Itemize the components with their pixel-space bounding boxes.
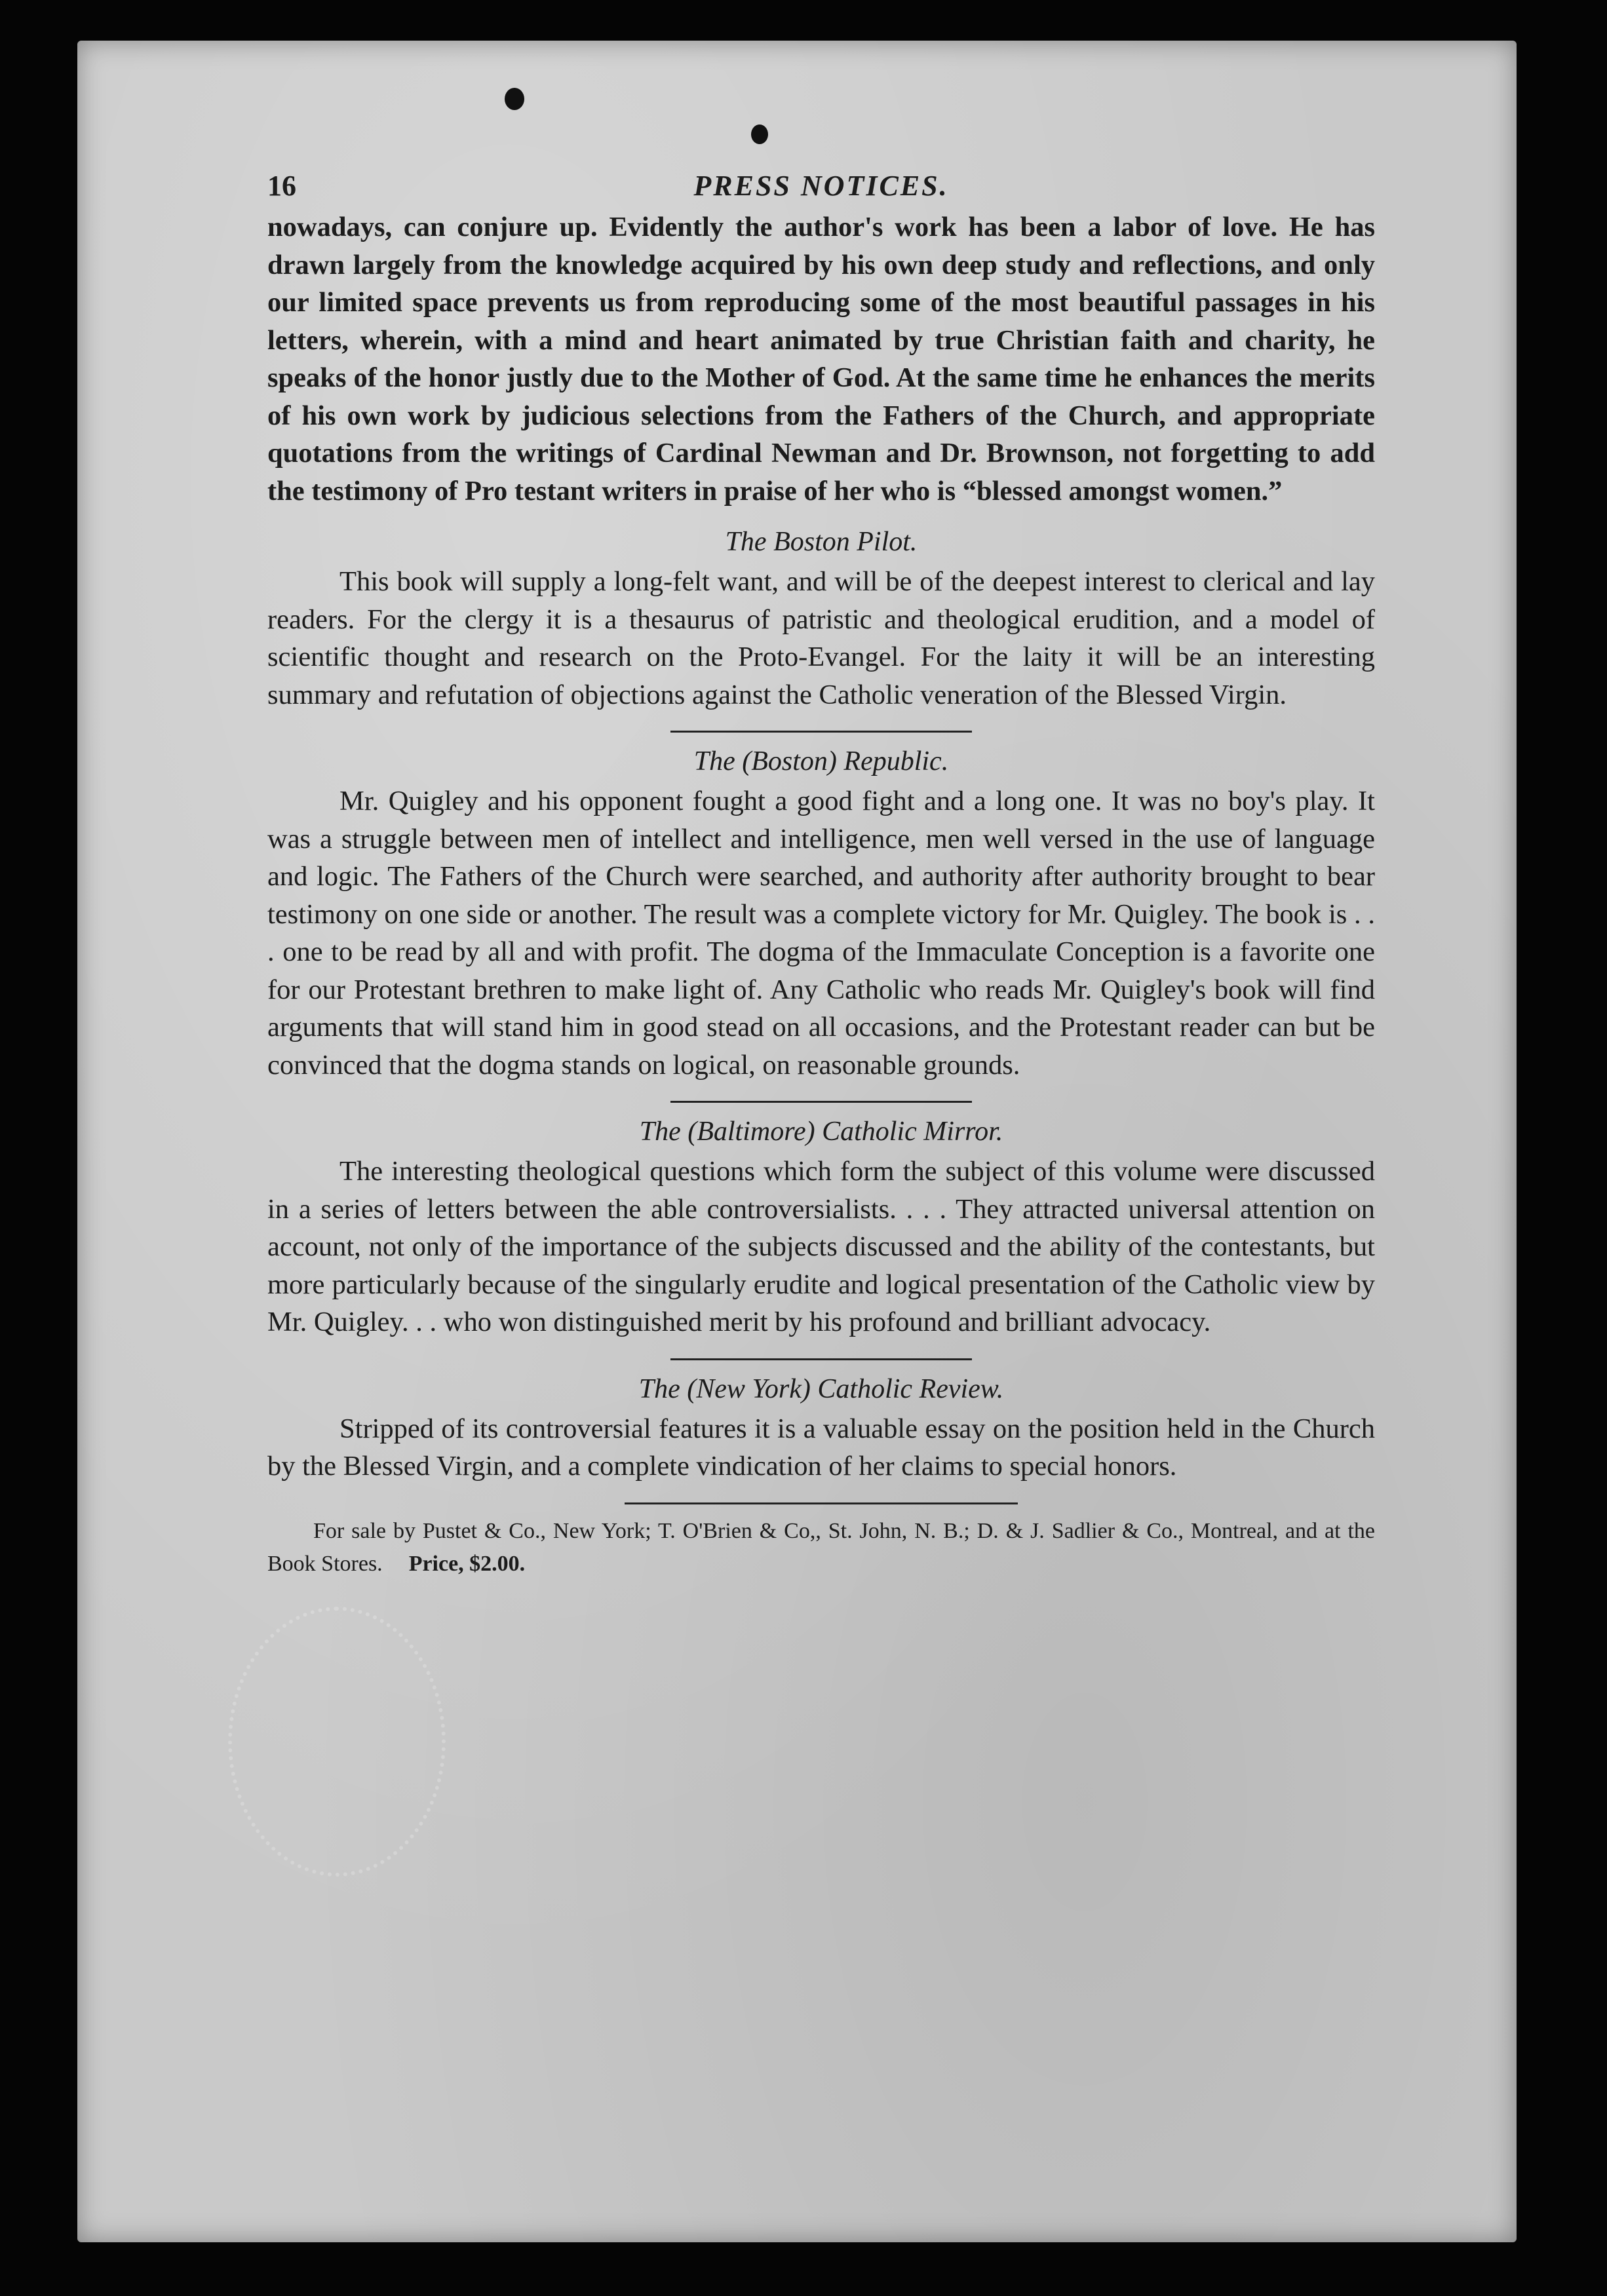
notice-text-boston-pilot: This book will supply a long-felt want, and will be of the deepest interest to clerical and lay readers. For the clergy it is a thesaurus of patristic and theological erudition, and a model of scientific thought and research on the Proto-Evangel. For the laity it will be an interesting summary and refutation of objections against the Catholic veneration of the Blessed Virgin. [267,566,1375,710]
notice-text-boston-republic: Mr. Quigley and his opponent fought a good fight and a long one. It was no boy's play. It was a struggle between men of intellect and intelligence, men well versed in the use of language and logic. The Fathers of the Church were searched, and authority after authority brought to bear testimony on one side or another. The result was a complete victory for Mr. Quigley. The book is . . . one to be read by all and with profit. The dogma of the Immaculate Conception is a favorite one for our Protestant brethren to make light of. Any Catholic who reads Mr. Quigley's book will find arguments that will stand him in good stead on all occasions, and the Protestant reader can but be convinced that the dogma stands on logical, on reasonable grounds. [267,786,1375,1081]
sale-text: For sale by Pustet & Co., New York; T. O'Brien & Co,, St. John, N. B.; D. & J. Sadlier & Co., Montreal, and at the Book Stores. [267,1518,1375,1576]
running-title: PRESS NOTICES. [693,170,949,202]
sale-notice [267,1515,1375,1580]
notice-text-continued: nowadays, can conjure up. Evidently the author's work has been a labor of love. He has drawn largely from the knowledge acquired by his own deep study and reflections, and only our limited space prevents us from reproducing some of the most beautiful passages in his letters, wherein, with a mind and heart animated by true Christian faith and charity, he speaks of the honor justly due to the Mother of God. At the same time he enhances the merits of his own work by judicious selections from the Fathers of the Church, and appropriate quotations from the writings of Cardinal Newman and Dr. Brownson, not forgetting to add the testimony of Pro testant writers in praise of her who is “blessed amongst women.” [267,212,1375,507]
page-content [267,163,1375,1603]
notice-text-catholic-review: Stripped of its controversial features it is a valuable essay on the position held in the Church by the Blessed Virgin, and a complete vindication of her claims to special honors. [267,1413,1375,1482]
price: Price, $2.00. [408,1551,526,1576]
notice-text-catholic-mirror: The interesting theological questions which form the subject of this volume were discussed in a series of letters between the able controversialists. . . . They attracted universal attention on account, not only of the importance of the subjects discussed and the ability of the contestants, but more particularly because of the singularly erudite and logical presentation of the Catholic view by Mr. Quigley. . . who won distinguished merit by his profound and brilliant advocacy. [267,1156,1375,1337]
footer-divider [625,1502,1018,1504]
ink-blot [505,88,524,110]
notice-source-catholic-mirror: The (Baltimore) Catholic Mirror. [639,1117,1003,1147]
page-header [267,163,1375,208]
notice-source-catholic-review: The (New York) Catholic Review. [638,1373,1004,1404]
section-divider [670,1358,972,1360]
notice-source-boston-republic: The (Boston) Republic. [693,746,949,776]
section-divider [670,1101,972,1103]
section-divider [670,731,972,733]
notice-source-boston-pilot: The Boston Pilot. [725,527,918,557]
page-number: 16 [267,170,296,202]
ink-blot [751,124,768,144]
embossed-seal [228,1607,446,1877]
